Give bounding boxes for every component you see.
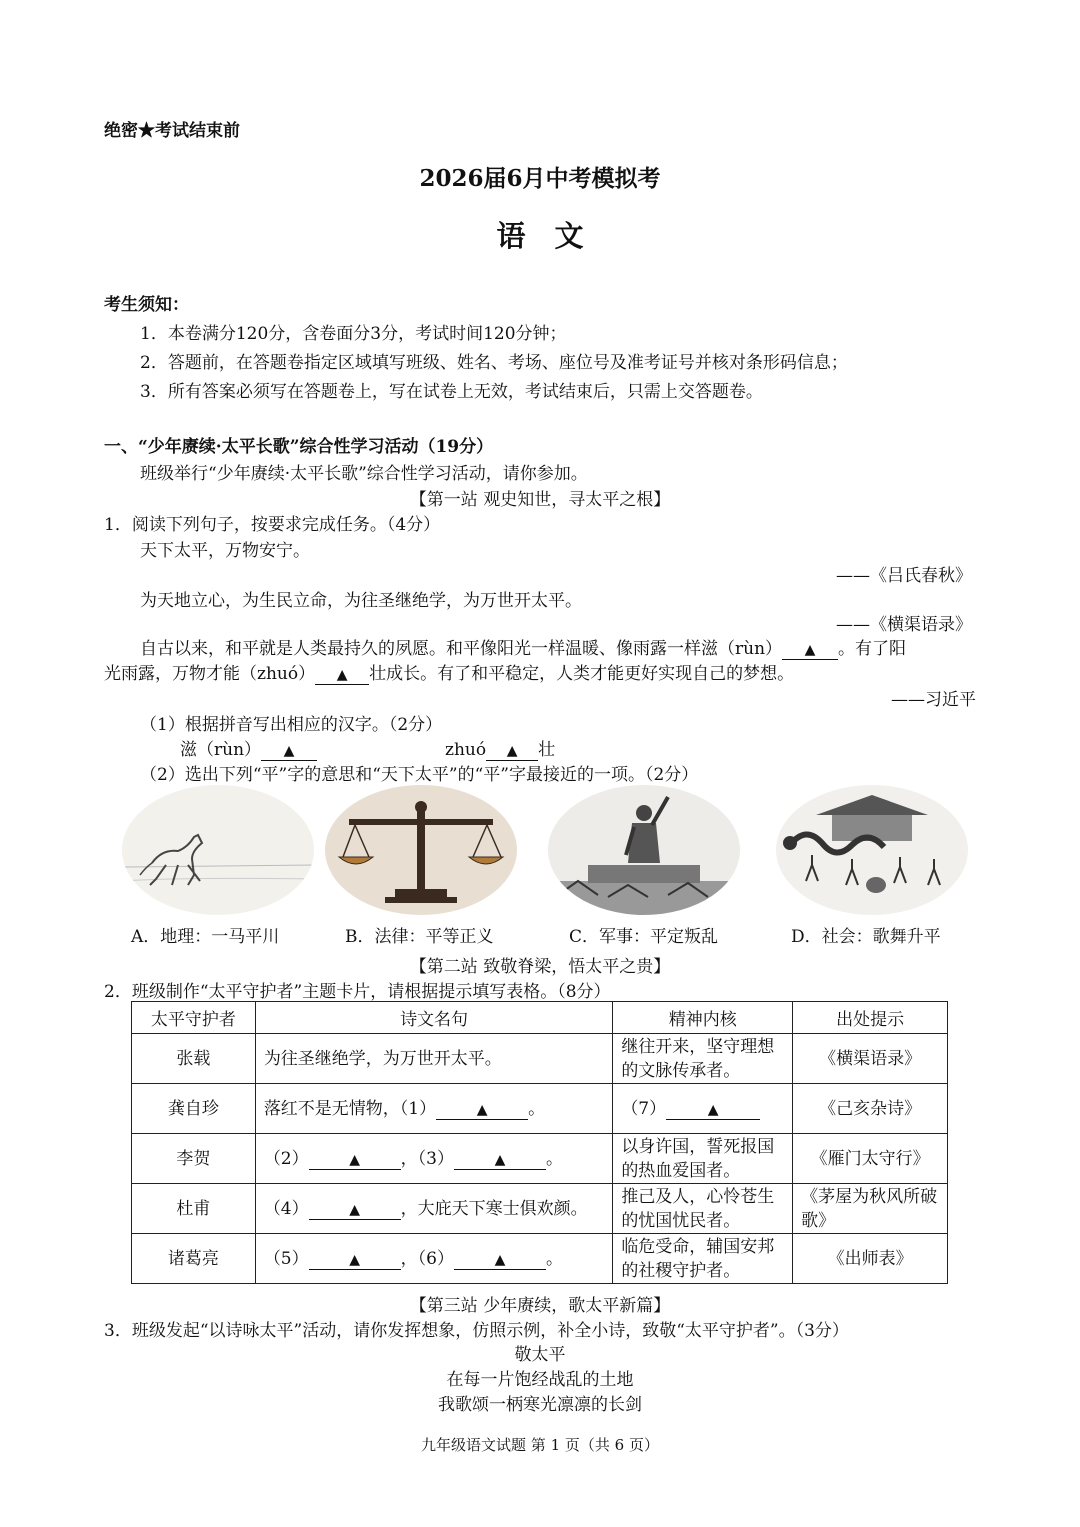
verse-cell: 为往圣继绝学，为万世开太平。 bbox=[255, 1034, 613, 1084]
guardian-name: 李贺 bbox=[132, 1134, 256, 1184]
quote-3-source: ——习近平 bbox=[891, 690, 976, 710]
answer-blank-1[interactable] bbox=[436, 1100, 528, 1120]
answer-field-zhuo[interactable] bbox=[486, 741, 538, 761]
verse-text: 落红不是无情物，（1） bbox=[263, 1098, 437, 1119]
answer-blank-5[interactable] bbox=[309, 1250, 401, 1270]
station-3-heading: 【第三站 少年赓续，歌太平新篇】 bbox=[409, 1296, 671, 1316]
option-a-image bbox=[122, 785, 314, 915]
table-header: 诗文名句 bbox=[255, 1002, 613, 1034]
blank-marker-icon: ▲ bbox=[707, 1101, 719, 1118]
verse-cell bbox=[255, 1184, 613, 1234]
core-cell: 推己及人，心怜苍生的忧国忧民者。 bbox=[613, 1184, 793, 1234]
answer-label-run: 滋（rùn） bbox=[180, 740, 262, 760]
guardian-name: 诸葛亮 bbox=[132, 1234, 256, 1284]
core-cell: 临危受命，辅国安邦的社稷守护者。 bbox=[613, 1234, 793, 1284]
guardian-table bbox=[131, 1001, 948, 1284]
verse-label: ，（3） bbox=[400, 1148, 454, 1169]
page-footer: 九年级语文试题 第 1 页（共 6 页） bbox=[421, 1436, 659, 1454]
verse-punct: 。 bbox=[528, 1098, 546, 1119]
poem-line-2: 我歌颂一柄寒光凛凛的长剑 bbox=[438, 1395, 642, 1415]
section-intro: 班级举行“少年赓续·太平长歌”综合性学习活动，请你参加。 bbox=[140, 464, 588, 484]
verse-punct: 。 bbox=[545, 1248, 563, 1269]
soldier-icon bbox=[548, 785, 740, 915]
table-header-row bbox=[132, 1002, 948, 1034]
horse-icon bbox=[122, 785, 314, 915]
option-c-label: C．军事：平定叛乱 bbox=[569, 927, 719, 947]
station-2-heading: 【第二站 致敬脊梁，悟太平之贵】 bbox=[409, 957, 671, 977]
option-c-image bbox=[548, 785, 740, 915]
option-a-label: A．地理：一马平川 bbox=[131, 927, 280, 947]
table-header: 出处提示 bbox=[793, 1002, 948, 1034]
station-1-heading: 【第一站 观史知世，寻太平之根】 bbox=[409, 490, 671, 510]
core-cell bbox=[613, 1084, 793, 1134]
source-cell: 《己亥杂诗》 bbox=[793, 1084, 948, 1134]
question-1-1-answer-zhuo bbox=[445, 735, 555, 761]
verse-cell bbox=[255, 1084, 613, 1134]
dragon-dance-icon bbox=[776, 785, 968, 915]
table-row bbox=[132, 1184, 948, 1234]
table-row bbox=[132, 1084, 948, 1134]
blank-marker-icon: ▲ bbox=[506, 743, 518, 759]
poem-title: 敬太平 bbox=[514, 1345, 566, 1365]
source-cell: 《茅屋为秋风所破歌》 bbox=[793, 1184, 948, 1234]
question-1-1-answers bbox=[180, 735, 317, 761]
blank-marker-icon: ▲ bbox=[494, 1151, 506, 1168]
blank-marker-icon: ▲ bbox=[494, 1251, 506, 1268]
exam-title: 2026届6月中考模拟考 bbox=[419, 165, 661, 192]
passage-line-1 bbox=[140, 634, 906, 660]
answer-suffix-zhuang: 壮 bbox=[538, 740, 556, 760]
notice-item-2: 2．答题前，在答题卷指定区域填写班级、姓名、考场、座位号及准考证号并核对条形码信息； bbox=[140, 353, 848, 373]
quote-1-source: ——《吕氏春秋》 bbox=[836, 566, 972, 586]
notice-heading: 考生须知： bbox=[104, 295, 189, 315]
source-cell: 《出师表》 bbox=[793, 1234, 948, 1284]
option-d-label: D．社会：歌舞升平 bbox=[791, 927, 941, 947]
guardian-name: 张载 bbox=[132, 1034, 256, 1084]
option-b-image bbox=[325, 785, 517, 915]
question-2: 2．班级制作“太平守护者”主题卡片，请根据提示填写表格。（8分） bbox=[104, 982, 611, 1002]
question-1-1: （1）根据拼音写出相应的汉字。（2分） bbox=[140, 715, 443, 735]
verse-cell bbox=[255, 1134, 613, 1184]
quote-2: 为天地立心，为生民立命，为往圣继绝学，为万世开太平。 bbox=[140, 591, 582, 611]
table-header: 太平守护者 bbox=[132, 1002, 256, 1034]
blank-marker-icon: ▲ bbox=[804, 642, 816, 658]
table-header: 精神内核 bbox=[613, 1002, 793, 1034]
notice-item-1: 1．本卷满分120分，含卷面分3分，考试时间120分钟； bbox=[140, 324, 567, 344]
table-row bbox=[132, 1034, 948, 1084]
passage-text-c: 光雨露，万物才能（zhuó） bbox=[104, 664, 316, 684]
table-row bbox=[132, 1134, 948, 1184]
source-cell: 《雁门太守行》 bbox=[793, 1134, 948, 1184]
quote-2-source: ——《横渠语录》 bbox=[836, 615, 972, 635]
answer-blank-4[interactable] bbox=[309, 1200, 401, 1220]
notice-item-3: 3．所有答案必须写在答题卷上，写在试卷上无效，考试结束后，只需上交答题卷。 bbox=[140, 382, 763, 402]
table-row bbox=[132, 1234, 948, 1284]
passage-text-b: 。有了阳 bbox=[838, 639, 907, 659]
answer-field-run[interactable] bbox=[261, 741, 317, 761]
option-d-image bbox=[776, 785, 968, 915]
passage-text-d: 壮成长。有了和平稳定，人类才能更好实现自己的梦想。 bbox=[369, 664, 795, 684]
section-title: 一、“少年赓续·太平长歌”综合性学习活动（19分） bbox=[104, 437, 494, 457]
blank-marker-icon: ▲ bbox=[349, 1251, 361, 1268]
verse-text: ，大庇天下寒士俱欢颜。 bbox=[400, 1198, 588, 1219]
answer-blank-run[interactable] bbox=[782, 640, 838, 660]
blank-marker-icon: ▲ bbox=[349, 1201, 361, 1218]
core-label: （7） bbox=[621, 1098, 667, 1119]
answer-blank-7[interactable] bbox=[666, 1100, 760, 1120]
verse-label: （2） bbox=[263, 1148, 309, 1169]
guardian-name: 杜甫 bbox=[132, 1184, 256, 1234]
scales-icon bbox=[325, 785, 517, 915]
blank-marker-icon: ▲ bbox=[349, 1151, 361, 1168]
answer-blank-3[interactable] bbox=[454, 1150, 546, 1170]
answer-blank-2[interactable] bbox=[309, 1150, 401, 1170]
verse-cell bbox=[255, 1234, 613, 1284]
answer-blank-zhuo[interactable] bbox=[315, 665, 369, 685]
answer-blank-6[interactable] bbox=[454, 1250, 546, 1270]
blank-marker-icon: ▲ bbox=[476, 1101, 488, 1118]
subject-title: 语 文 bbox=[496, 219, 584, 253]
verse-punct: 。 bbox=[545, 1148, 563, 1169]
blank-marker-icon: ▲ bbox=[283, 743, 295, 759]
guardian-name: 龚自珍 bbox=[132, 1084, 256, 1134]
question-1: 1．阅读下列句子，按要求完成任务。（4分） bbox=[104, 515, 441, 535]
core-cell: 以身许国，誓死报国的热血爱国者。 bbox=[613, 1134, 793, 1184]
question-3: 3．班级发起“以诗咏太平”活动，请你发挥想象，仿照示例，补全小诗，致敬“太平守护者”。（3分） bbox=[104, 1321, 849, 1341]
passage-line-2 bbox=[104, 659, 794, 685]
verse-label: ，（6） bbox=[400, 1248, 454, 1269]
question-1-2: （2）选出下列“平”字的意思和“天下太平”的“平”字最接近的一项。（2分） bbox=[140, 765, 699, 785]
option-b-label: B．法律：平等正义 bbox=[345, 927, 494, 947]
verse-label: （5） bbox=[263, 1248, 309, 1269]
quote-1: 天下太平，万物安宁。 bbox=[140, 541, 310, 561]
verse-label: （4） bbox=[263, 1198, 309, 1219]
answer-label-zhuo: zhuó bbox=[445, 740, 487, 760]
core-cell: 继往开来，坚守理想的文脉传承者。 bbox=[613, 1034, 793, 1084]
blank-marker-icon: ▲ bbox=[336, 667, 348, 683]
poem-line-1: 在每一片饱经战乱的土地 bbox=[446, 1370, 634, 1390]
source-cell: 《横渠语录》 bbox=[793, 1034, 948, 1084]
passage-text-a: 自古以来，和平就是人类最持久的夙愿。和平像阳光一样温暖、像雨露一样滋（rùn） bbox=[140, 639, 783, 659]
secret-label: 绝密★考试结束前 bbox=[104, 121, 240, 141]
